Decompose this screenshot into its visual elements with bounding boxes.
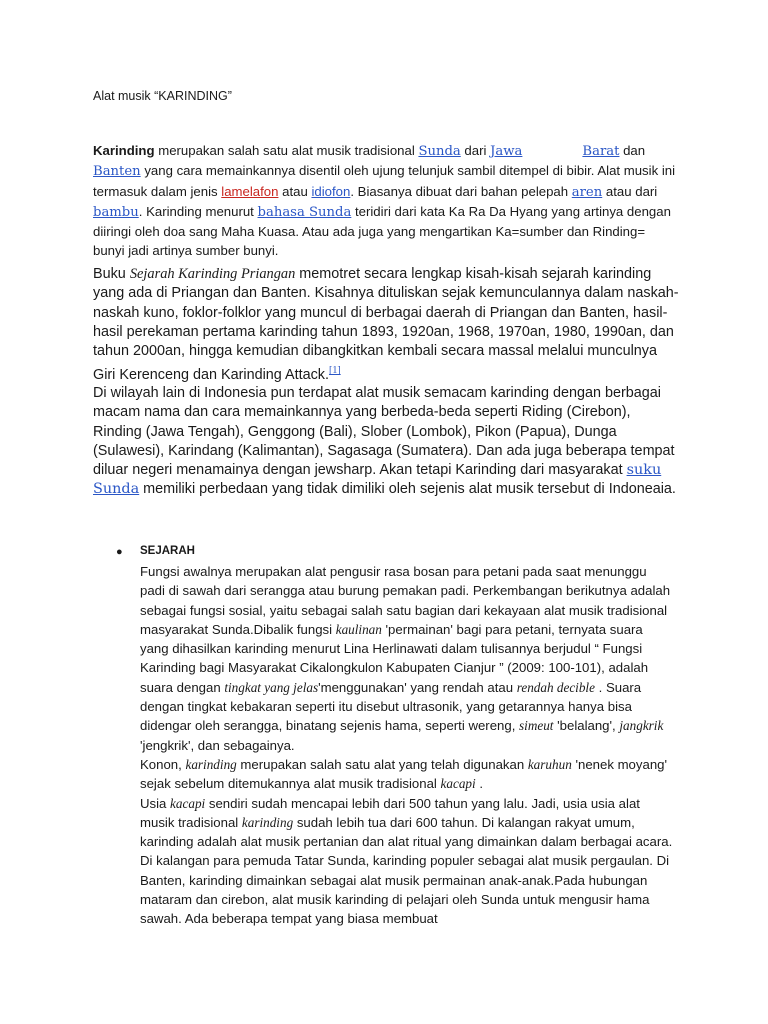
link-idiofon[interactable]: idiofon [311, 183, 351, 199]
link-aren[interactable]: aren [571, 184, 603, 200]
book-title: Sejarah Karinding Priangan [129, 266, 296, 282]
link-sunda[interactable]: Sunda [418, 144, 461, 159]
document-title: Alat musik “KARINDING” [93, 89, 232, 103]
link-bahasa-sunda[interactable]: bahasa Sunda [257, 204, 352, 220]
link-jawa[interactable]: Jawa [490, 144, 523, 159]
reference-link[interactable]: [1] [328, 365, 341, 377]
link-suku-sunda[interactable]: suku Sunda [93, 462, 662, 498]
bullet-icon: ● [116, 546, 123, 558]
term-karinding: Karinding [93, 143, 155, 158]
link-lamelafon[interactable]: lamelafon [221, 183, 279, 199]
section-body: Fungsi awalnya merupakan alat pengusir rasa bosan para petani pada saat menunggu padi di sawah dari serangga atau burung pemakan padi. Perkembangan berikutnya adalah sebagai fungsi sosial, yaitu sebagai salah satu bagian dari kekayaan alat musik tradisional masyarakat Sunda.Dibalik fungsi kaulinan 'permainan' bagi para petani, ternyata suara yang dihasilkan karinding menurut Lina Herlinawati dalam tulisannya berjudul “ Fungsi Karinding bagi Masyarakat Cikalongkulon Kabupaten Cianjur ” (2009: 100-101), adalah suara dengan tingkat yang jelas'menggunakan' yang rendah atau rendah decible . Suara dengan tingkat kebakaran seperti itu disebut ultrasonik, yang getarannya hanya bisa didengar oleh serangga, binatang sejenis hama, seperti wereng, simeut 'belalang', jangkrik 'jengkrik', dan sebagainya. Konon, karinding merupakan salah satu alat yang telah digunakan karuhun 'nenek moyang' sejak sebelum ditemukannya alat musik tradisional kacapi . Usia kacapi sendiri sudah mencapai lebih dari 500 tahun yang lalu. Jadi, usia usia alat musik tradisional karinding sudah lebih tua dari 600 tahun. Di kalangan rakyat umum, karinding adalah alat musik pertanian dan alat ritual yang dimainkan dalam berbagai acara. Di kalangan para pemuda Tatar Sunda, karinding populer sebagai alat musik pergaulan. Di Banten, karinding dimainkan sebagai alat musik permainan anak-anak.Pada hubungan mataram dan cirebon, alat musik karinding di pelajari oleh Sunda untuk mengusir hama sawah. Ada beberapa tempat yang biasa membuat [140, 564, 673, 927]
regional-variants-paragraph: Di wilayah lain di Indonesia pun terdapat alat musik semacam karinding dengan berbagai macam nama dan cara memainkannya yang berbeda-beda seperti Riding (Cirebon), Rinding (Jawa Tengah), Genggong (Bali), Slober (Lombok), Pikon (Papua), Dunga (Sulawesi), Karindang (Kalimantan), Sagasaga (Sumatera). Dan ada juga beberapa tempat diluar negeri menamainya dengan jewsharp. Akan tetapi Karinding dari masyarakat suku Sunda memiliki perbedaan yang tidak dimiliki oleh sejenis alat musik tersebut di Indoneaia. [93, 385, 676, 498]
link-banten[interactable]: Banten [93, 164, 141, 180]
intro-paragraph: Karinding merupakan salah satu alat musik tradisional Sunda dari Jawa Barat dan Banten yang cara memainkannya disentil oleh ujung telunjuk sambil ditempel di bibir. Alat musik ini termasuk dalam jenis lamelafon atau idiofon. Biasanya dibuat dari bahan pelepah aren atau dari bambu. Karinding menurut bahasa Sunda teridiri dari kata Ka Ra Da Hyang yang artinya dengan diiringi oleh doa sang Maha Kuasa. Atau ada juga yang mengartikan Ka=sumber dan Rinding= bunyi jadi artinya sumber bunyi. [93, 143, 676, 259]
history-book-paragraph: Buku Sejarah Karinding Priangan memotret secara lengkap kisah-kisah sejarah karinding yang ada di Priangan dan Banten. Kisahnya dituliskan sejak kemunculannya dalam naskah-naskah kuno, foklor-folklor yang muncul di berbagai daerah di Priangan dan Banten, hasil-hasil perekaman pertama karinding tahun 1893, 1920an, 1968, 1970an, 1980, 1990an, dan tahun 2000an, hingga kemudian dibangkitkan kembali secara massal melalui munculnya Giri Kerenceng dan Karinding Attack.[1] [93, 266, 679, 384]
link-bambu[interactable]: bambu [93, 204, 139, 220]
link-barat[interactable]: Barat [582, 144, 620, 159]
section-heading: SEJARAH [140, 545, 195, 557]
